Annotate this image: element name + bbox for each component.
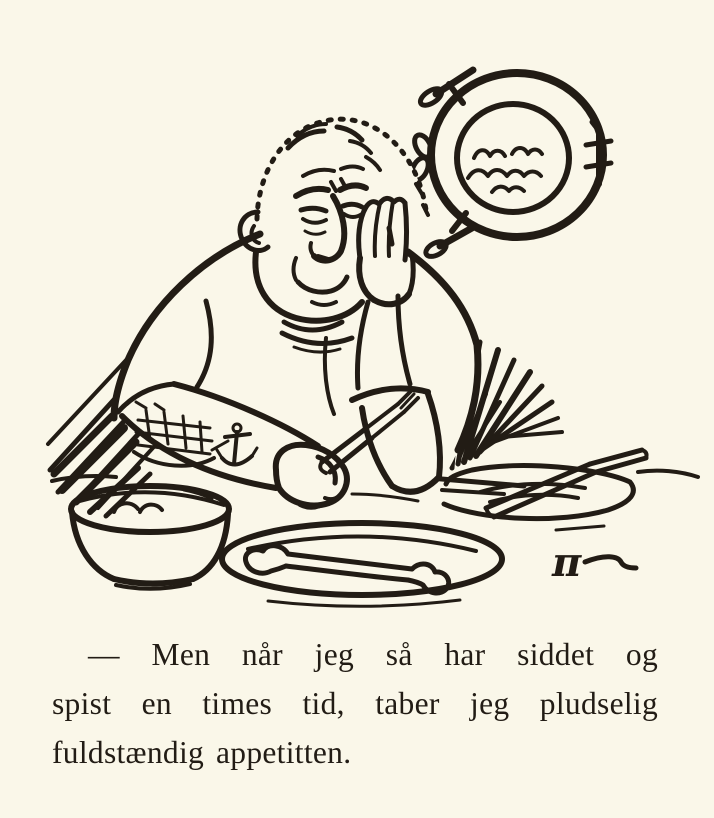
porthole [408,70,611,259]
plate-with-knife [444,450,698,530]
caption-line-2: spist en times tid, taber jeg pludselig [52,686,658,721]
platter-with-bone [222,523,502,606]
caption-line-1: — Men når jeg så har siddet og [88,637,658,672]
waves-icon [468,148,542,192]
bowl-with-eggs [71,486,229,589]
artist-signature [551,539,636,586]
porthole-hinge [586,122,611,184]
caption [52,630,658,777]
signature-mark: π [552,539,582,586]
caption-line-3: fuldstændig appetitten. [52,735,352,770]
